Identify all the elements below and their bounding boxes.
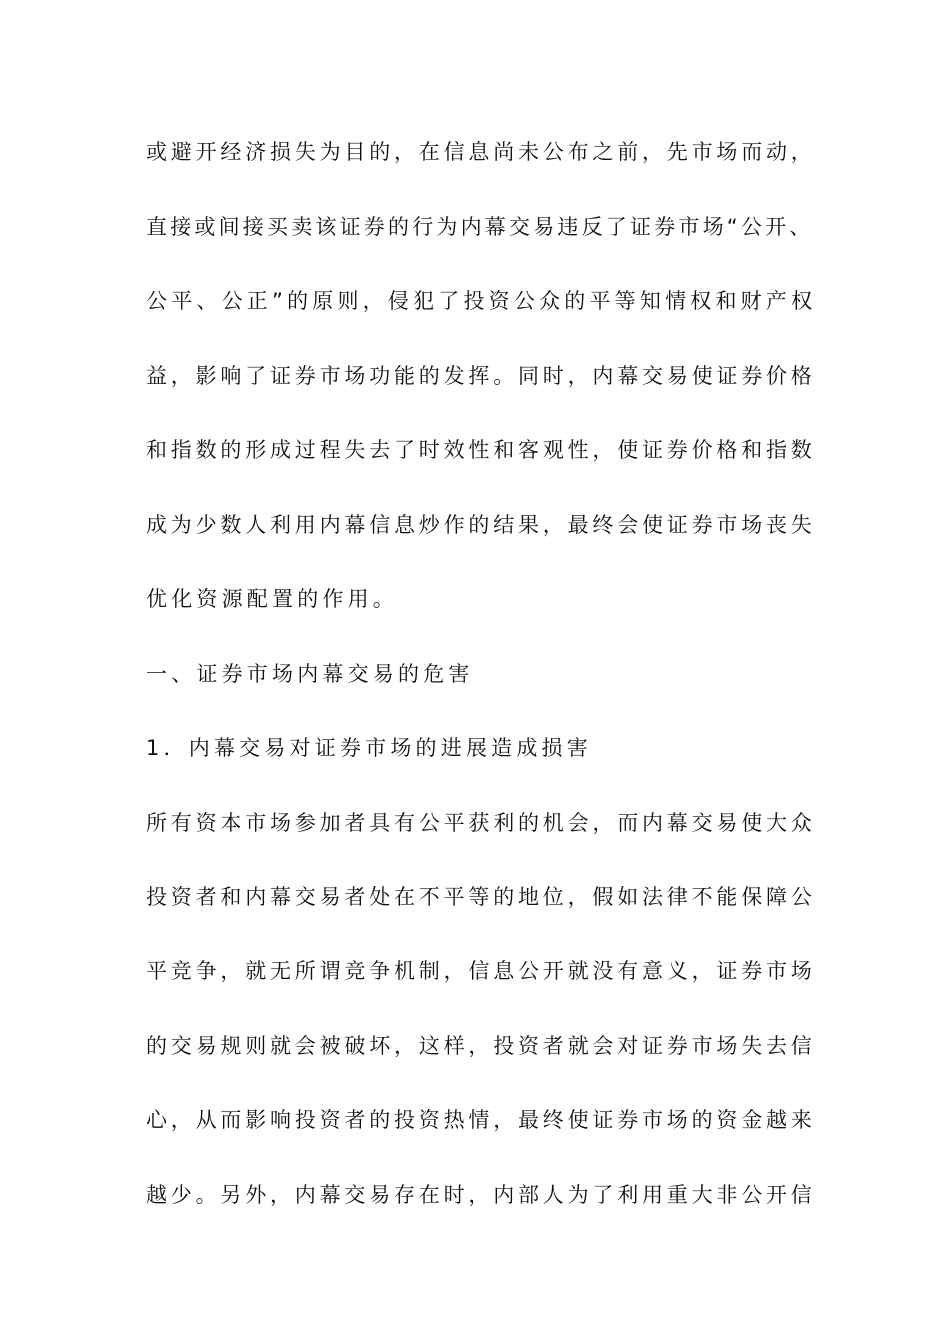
paragraph-line: 越少。另外，内幕交易存在时，内部人为了利用重大非公开信 xyxy=(146,1183,816,1207)
paragraph-line: 优化资源配置的作用。 xyxy=(146,587,398,611)
paragraph-line: 公平、公正”的原则，侵犯了投资公众的平等知情权和财产权 xyxy=(146,289,817,313)
section-heading: 一、证券市场内幕交易的危害 xyxy=(146,662,474,686)
paragraph-line: 成为少数人利用内幕信息炒作的结果，最终会使证券市场丧失 xyxy=(146,513,816,537)
paragraph-line: 平竞争，就无所谓竞争机制，信息公开就没有意义，证券市场 xyxy=(146,959,816,983)
paragraph-line: 所有资本市场参加者具有公平获利的机会，而内幕交易使大众 xyxy=(146,811,816,835)
paragraph-line: 的交易规则就会被破坏，这样，投资者就会对证券市场失去信 xyxy=(146,1034,816,1058)
paragraph-line: 益，影响了证券市场功能的发挥。同时，内幕交易使证券价格 xyxy=(146,364,816,388)
paragraph-line: 投资者和内幕交易者处在不平等的地位，假如法律不能保障公 xyxy=(146,885,816,909)
paragraph-line: 和指数的形成过程失去了时效性和客观性，使证券价格和指数 xyxy=(146,438,816,462)
subsection-heading: 1．内幕交易对证券市场的进展造成损害 xyxy=(146,736,592,760)
paragraph-line: 直接或间接买卖该证券的行为内幕交易违反了证券市场“公开、 xyxy=(146,215,814,239)
paragraph-line: 心，从而影响投资者的投资热情，最终使证券市场的资金越来 xyxy=(146,1108,816,1132)
paragraph-line: 或避开经济损失为目的，在信息尚未公布之前，先市场而动， xyxy=(146,140,816,164)
